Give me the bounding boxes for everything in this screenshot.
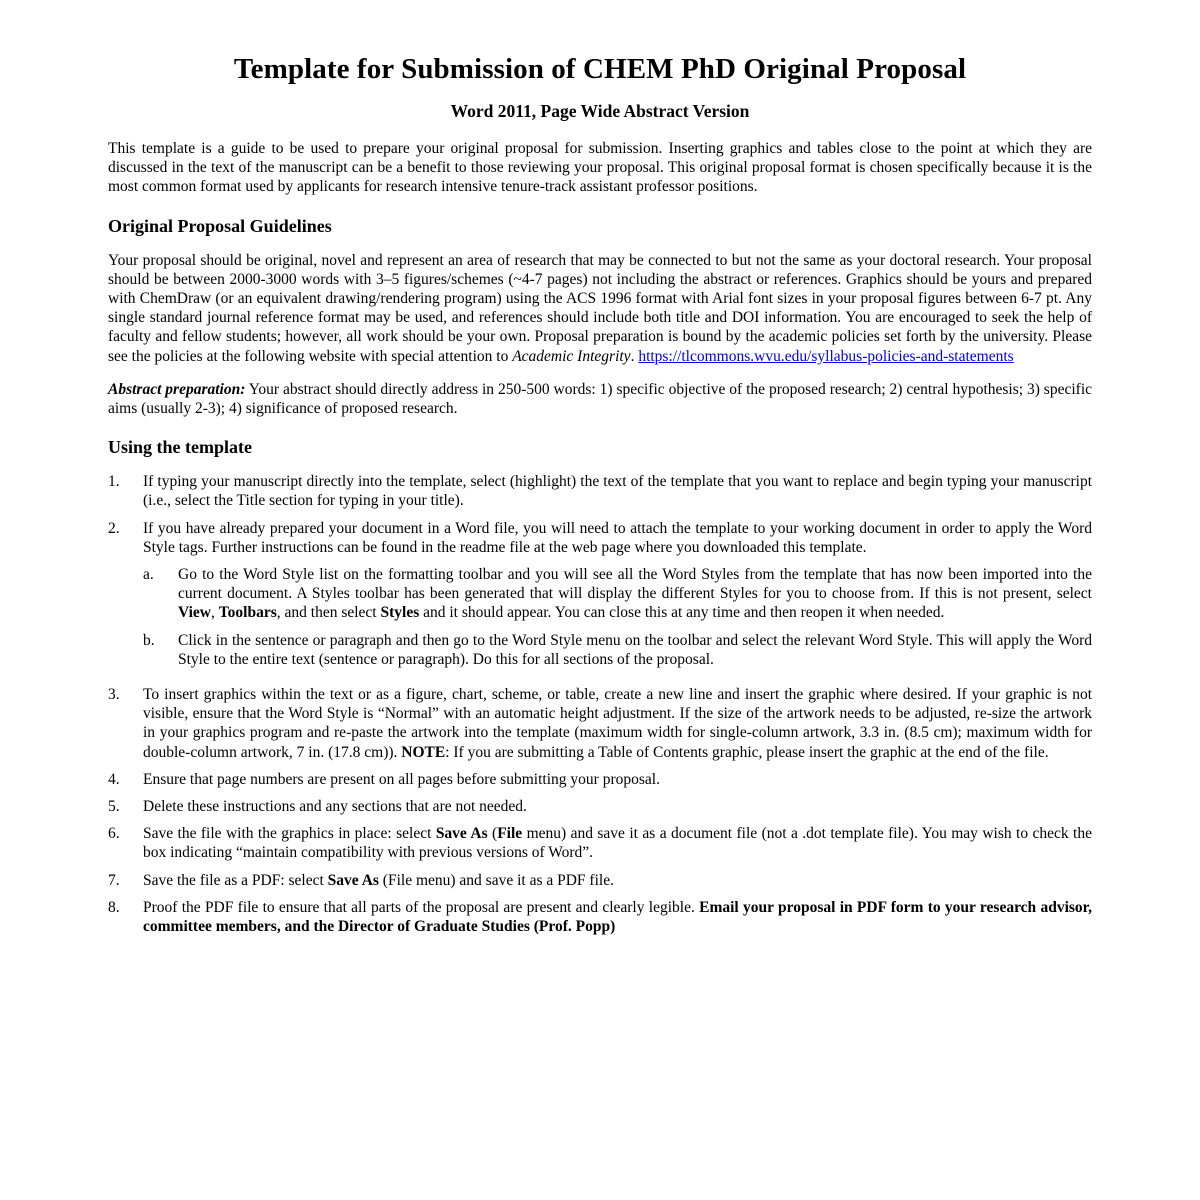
abstract-paragraph [108,380,1092,418]
step-text: Ensure that page numbers are present on all pages before submitting your proposal. [143,770,660,788]
save-as-text: Save As [435,825,488,843]
note-label: NOTE [401,743,446,761]
step-number: 5. [108,798,120,816]
substep-text-part: and it should appear. You can close this at any time and then reopen it when needed. [419,604,945,622]
list-item [108,685,1092,762]
step-number: 2. [108,519,120,537]
step-text-part: Proof the PDF file to ensure that all parts of the proposal are present and clearly legible. [143,898,700,916]
save-as-text: Save As [327,871,379,889]
list-item [108,797,1092,816]
step-number: 4. [108,770,120,788]
substeps-list [143,565,1092,669]
step-text [143,824,1092,862]
substep-text: Click in the sentence or paragraph and then go to the Word Style menu on the toolbar and select the relevant Word Style. This will apply the Word Style to the entire text (sentence or paragraph). Do this for all sections of the proposal. [178,631,1092,668]
intro-paragraph: This template is a guide to be used to prepare your original proposal for submission. Inserting graphics and tables close to the point at which they are discussed in the text of the manuscript can be a benefit to those reviewing your proposal. This original proposal format is chosen specifically because it is the most common format used by applicants for research intensive tenure-track assistant professor positions. [108,140,1092,196]
step-number: 3. [108,686,120,704]
toolbars-menu-text: Toolbars [218,604,277,622]
step-text-part: (File menu) and save it as a PDF file. [378,871,614,889]
guidelines-text: Your proposal should be original, novel and represent an area of research that may be connected to but not the same as your doctoral research. Your proposal should be between 2000-3000 words with 3–5 figures/schemes (~4-7 pages) not including the abstract or references. Graphics should be yours and prepared with ChemDraw (or an equivalent drawing/rendering program) using the ACS 1996 format with Arial font sizes in your proposal figures between 6-7 pt. Any single standard journal reference format may be used, and references should include both title and DOI information. You are encouraged to seek the help of faculty and fellow students; however, all work should be your own. Proposal preparation is bound by the academic policies set forth by the university. Please see the policies at the following website with special attention to [108,251,1092,365]
list-item [108,472,1092,510]
policies-link[interactable]: https://tlcommons.wvu.edu/syllabus-policies-and-statements [638,347,1014,365]
list-item [108,824,1092,862]
list-item [108,871,1092,890]
step-text [143,898,1092,936]
substep-letter: a. [143,566,154,584]
substep-letter: b. [143,631,155,649]
guidelines-paragraph [108,251,1092,366]
list-item [108,770,1092,789]
guidelines-heading: Original Proposal Guidelines [108,215,332,236]
list-item [143,565,1092,623]
steps-list [108,472,1092,936]
substep-text-part: , [211,604,219,622]
substep-text-part: , and then select [276,604,381,622]
step-text [143,685,1092,762]
step-number: 6. [108,825,120,843]
step-text [143,871,1092,890]
substep-text-part: Go to the Word Style list on the formatting toolbar and you will see all the Word Styles from the template that has now been imported into the current document. A Styles toolbar has been generated that will display the different Styles for you to choose from. If this is not present, select [178,566,1092,603]
list-item [108,519,1092,677]
using-template-heading: Using the template [108,437,252,458]
step-text-part: To insert graphics within the text or as a figure, chart, scheme, or table, create a new line and insert the graphic where desired. If your graphic is not visible, ensure that the Word Style is “Normal” with an automatic height adjustment. If the size of the artwork needs to be adjusted, re-size the artwork in your graphics program and re-paste the artwork into the template (maximum width for single-column artwork, 3.3 in. (8.5 cm); maximum width for double-column artwork, 7 in. (17.8 cm)). [143,686,1092,761]
list-item [143,631,1092,669]
step-text: Delete these instructions and any sections that are not needed. [143,798,527,816]
step-text-part: menu) and save it as a document file (not a .dot template file). You may wish to check the box indicating “maintain compatibility with previous versions of Word”. [143,825,1092,862]
substep-text [178,565,1092,623]
step-text: If typing your manuscript directly into the template, select (highlight) the text of the template that you want to replace and begin typing your manuscript (i.e., select the Title section for typing in your title). [143,473,1092,510]
step-number: 7. [108,871,120,889]
styles-menu-text: Styles [380,604,420,622]
abstract-label: Abstract preparation: [108,380,246,398]
document-subtitle: Word 2011, Page Wide Abstract Version [450,101,750,121]
step-text: If you have already prepared your document in a Word file, you will need to attach the template to your working document in order to apply the Word Style tags. Further instructions can be found in the readme file at the web page where you downloaded this template. [143,519,1092,556]
academic-integrity-emphasis: Academic Integrity [512,347,631,365]
guidelines-text-after: . [630,347,639,365]
email-instruction: Email your proposal in PDF form to your research advisor, committee members, and the Director of Graduate Studies (Prof. Popp) [143,898,1092,936]
step-text-part: : If you are submitting a Table of Contents graphic, please insert the graphic at the end of the file. [445,743,1049,761]
view-menu-text: View [178,604,211,622]
step-text-part: Save the file with the graphics in place: select [143,825,436,843]
list-item [108,898,1092,936]
file-menu-text: File [497,825,523,843]
step-number: 8. [108,898,120,916]
abstract-text: Your abstract should directly address in 250-500 words: 1) specific objective of the proposed research; 2) central hypothesis; 3) specific aims (usually 2-3); 4) significance of proposed research. [108,380,1093,418]
document-title: Template for Submission of CHEM PhD Original Proposal [233,53,967,85]
step-text-part: Save the file as a PDF: select [143,871,328,889]
step-number: 1. [108,473,120,491]
step-text-part: ( [487,825,498,843]
